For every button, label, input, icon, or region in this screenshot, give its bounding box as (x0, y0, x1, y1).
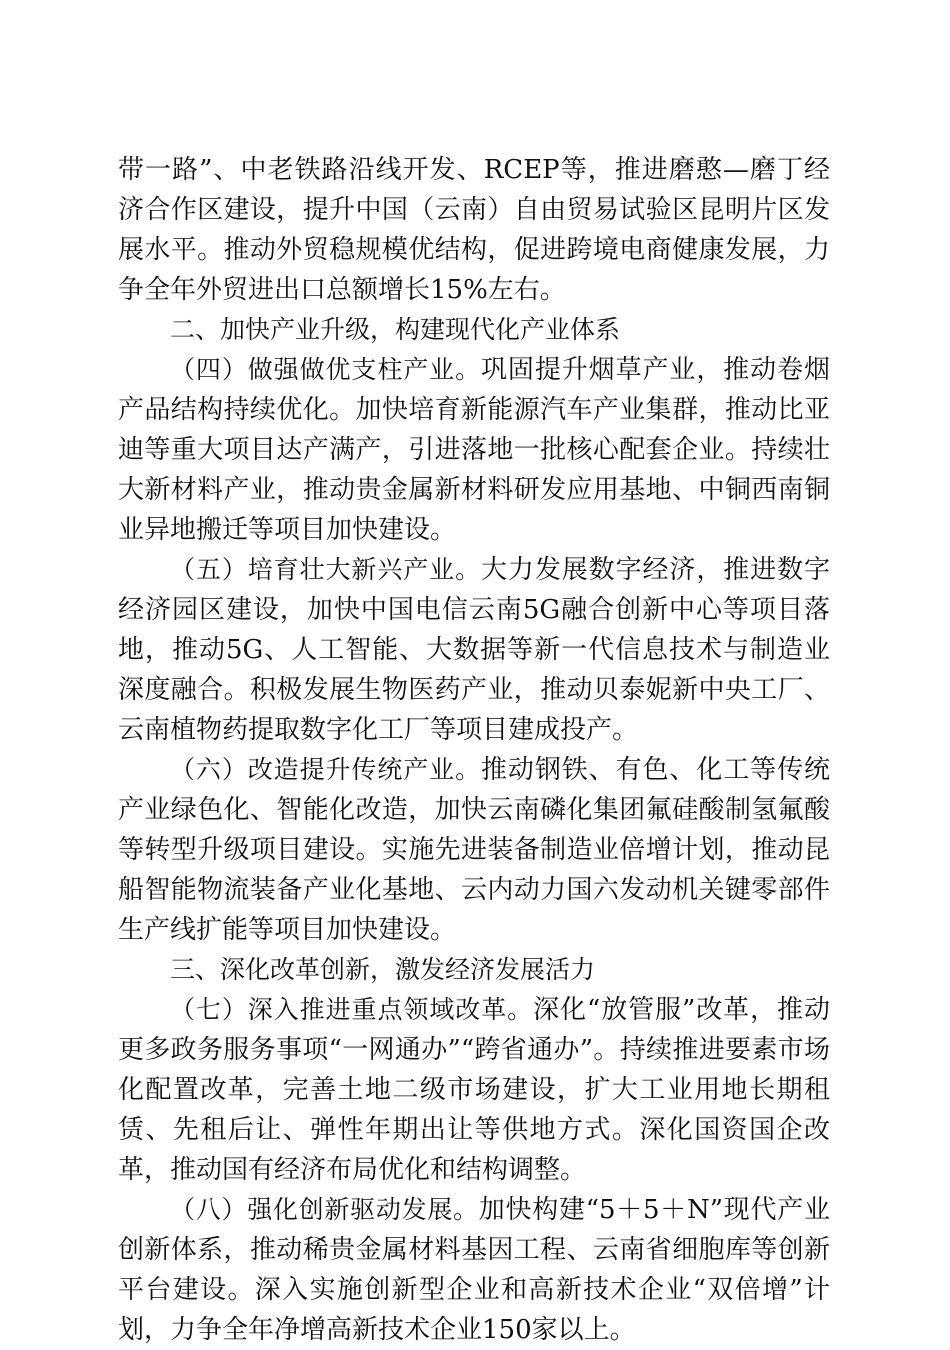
item-4-body: 巩固提升烟草产业，推动卷烟产品结构持续优化。加快培育新能源汽车产业集群，推动比亚迪等重大项目达产满产，引进落地一批核心配套企业。持续壮大新材料产业，推动贵金属新材料研发应用基地、中铜西南铜业异地搬迁等项目加快建设。 (118, 355, 830, 545)
item-7-body: 深化“放管服”改革，推动更多政务服务事项“一网通办”“跨省通办”。持续推进要素市场化配置改革，完善土地二级市场建设，扩大工业用地长期租赁、先租后让、弹性年期出让等供地方式。深化国资国企改革，推动国有经济布局优化和结构调整。 (118, 995, 830, 1185)
section-heading-2 (118, 310, 830, 350)
item-5-title: （五）培育壮大新兴产业。 (170, 555, 481, 584)
item-7-title: （七）深入推进重点领域改革。 (170, 995, 534, 1024)
document-body (118, 150, 830, 1350)
item-6 (118, 750, 830, 950)
section-heading-text: 二、加快产业升级，构建现代化产业体系 (170, 315, 621, 344)
item-4 (118, 350, 830, 550)
item-8-body: 加快构建“5＋5＋N”现代产业创新体系，推动稀贵金属材料基因工程、云南省细胞库等创新平台建设。深入实施创新型企业和高新技术企业“双倍增”计划，力争全年净增高新技术企业150家以上。 (118, 1195, 830, 1345)
item-6-title: （六）改造提升传统产业。 (170, 755, 481, 784)
item-7 (118, 990, 830, 1190)
paragraph-continuation (118, 150, 830, 310)
item-8-title: （八）强化创新驱动发展。 (170, 1195, 479, 1224)
item-4-title: （四）做强做优支柱产业。 (170, 355, 481, 384)
item-8 (118, 1190, 830, 1350)
section-heading-3 (118, 950, 830, 990)
section-heading-text: 三、深化改革创新，激发经济发展活力 (170, 955, 596, 984)
item-6-body: 推动钢铁、有色、化工等传统产业绿色化、智能化改造，加快云南磷化集团氟硅酸制氢氟酸等转型升级项目建设。实施先进装备制造业倍增计划，推动昆船智能物流装备产业化基地、云内动力国六发动机关键零部件生产线扩能等项目加快建设。 (118, 755, 830, 945)
paragraph-text: 带一路”、中老铁路沿线开发、RCEP等，推进磨憨—磨丁经济合作区建设，提升中国（云南）自由贸易试验区昆明片区发展水平。推动外贸稳规模优结构，促进跨境电商健康发展，力争全年外贸进出口总额增长15%左右。 (118, 155, 830, 305)
item-5-body: 大力发展数字经济，推进数字经济园区建设，加快中国电信云南5G融合创新中心等项目落地，推动5G、人工智能、大数据等新一代信息技术与制造业深度融合。积极发展生物医药产业，推动贝泰妮新中央工厂、云南植物药提取数字化工厂等项目建成投产。 (118, 555, 830, 745)
item-5 (118, 550, 830, 750)
